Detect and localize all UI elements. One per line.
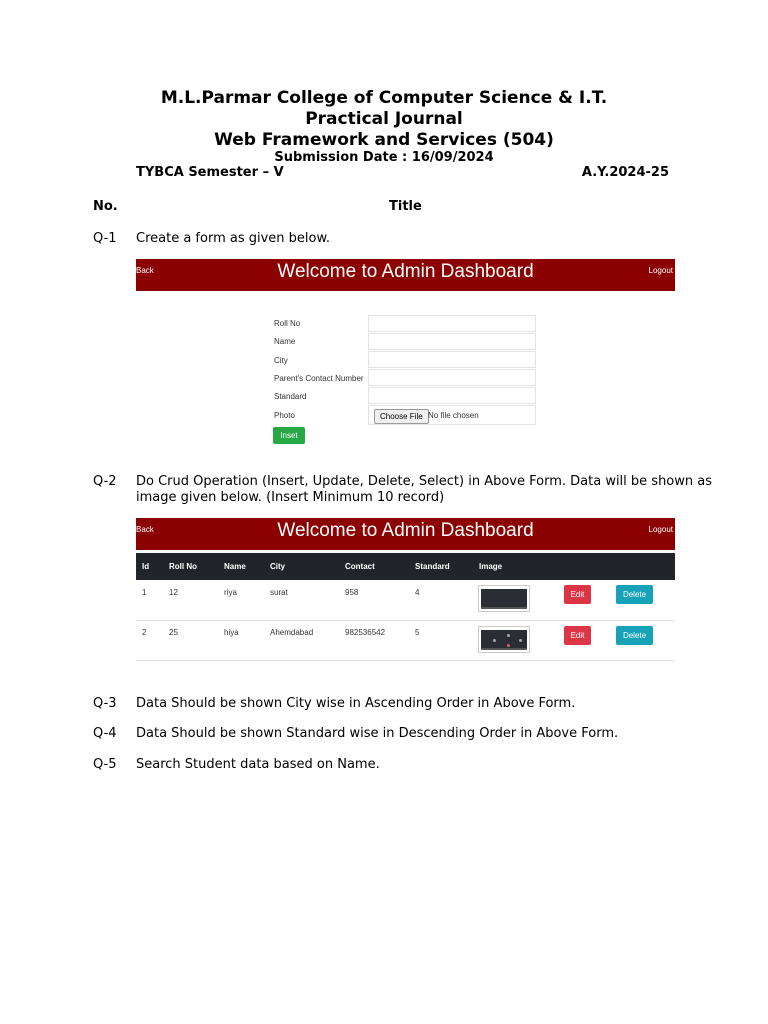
question-text: Data Should be shown City wise in Ascending Order in Above Form. — [136, 696, 576, 711]
cell-contact: 958 — [345, 588, 359, 597]
logout-link[interactable]: Logout — [648, 266, 673, 275]
edit-button[interactable]: Edit — [564, 626, 591, 645]
header-id: Id — [142, 562, 150, 571]
choose-file-button[interactable]: Choose File — [374, 409, 429, 424]
label-name: Name — [274, 337, 296, 346]
name-input[interactable] — [368, 333, 536, 350]
back-link[interactable]: Back — [136, 525, 154, 534]
label-roll-no: Roll No — [274, 319, 301, 328]
question-text-line2: image given below. (Insert Minimum 10 record) — [136, 490, 445, 505]
semester: TYBCA Semester – V — [136, 165, 284, 180]
label-parent-contact: Parent's Contact Number — [274, 374, 364, 383]
question-text: Create a form as given below. — [136, 231, 331, 246]
delete-button[interactable]: Delete — [616, 626, 653, 645]
row-divider — [136, 620, 675, 621]
header-name: Name — [224, 562, 246, 571]
label-city: City — [274, 356, 288, 365]
edit-button[interactable]: Edit — [564, 585, 591, 604]
question-text: Data Should be shown Standard wise in Descending Order in Above Form. — [136, 726, 619, 741]
delete-button[interactable]: Delete — [616, 585, 653, 604]
question-number: Q-1 — [93, 231, 117, 246]
back-link[interactable]: Back — [136, 266, 154, 275]
header-image: Image — [479, 562, 503, 571]
table-header — [136, 553, 675, 580]
label-standard: Standard — [274, 392, 307, 401]
cell-standard: 5 — [415, 628, 420, 637]
header-contact: Contact — [345, 562, 375, 571]
academic-year: A.Y.2024-25 — [581, 165, 669, 180]
cell-city: Ahemdabad — [270, 628, 314, 637]
cell-roll: 25 — [169, 628, 178, 637]
journal-title: Practical Journal — [305, 109, 463, 129]
dashboard-banner — [136, 259, 675, 291]
header-city: City — [270, 562, 286, 571]
city-input[interactable] — [368, 351, 536, 368]
header-standard: Standard — [415, 562, 450, 571]
header-roll-no: Roll No — [169, 562, 197, 571]
question-number: Q-3 — [93, 696, 117, 711]
cell-id: 1 — [142, 588, 147, 597]
question-text: Search Student data based on Name. — [136, 757, 380, 772]
insert-button[interactable]: Inset — [273, 427, 305, 444]
question-text-line1: Do Crud Operation (Insert, Update, Delete, Select) in Above Form. Data will be shown as — [136, 474, 713, 489]
question-number: Q-5 — [93, 757, 117, 772]
dashboard-title: Welcome to Admin Dashboard — [277, 261, 534, 282]
form-screenshot — [136, 259, 675, 456]
cell-city: surat — [270, 588, 288, 597]
cell-id: 2 — [142, 628, 147, 637]
standard-input[interactable] — [368, 387, 536, 404]
cell-standard: 4 — [415, 588, 420, 597]
dashboard-title: Welcome to Admin Dashboard — [277, 520, 534, 541]
file-status: No file chosen — [428, 411, 479, 420]
logout-link[interactable]: Logout — [648, 525, 673, 534]
column-no: No. — [93, 199, 118, 214]
photo-thumbnail — [478, 626, 530, 653]
cell-name: riya — [224, 588, 237, 597]
row-divider — [136, 660, 675, 661]
cell-roll: 12 — [169, 588, 178, 597]
label-photo: Photo — [274, 411, 295, 420]
table-screenshot — [136, 518, 675, 683]
cell-contact: 982536542 — [345, 628, 386, 637]
cell-name: hiya — [224, 628, 239, 637]
photo-thumbnail — [478, 585, 530, 612]
dashboard-banner — [136, 518, 675, 550]
question-number: Q-2 — [93, 474, 117, 489]
submission-date: Submission Date : 16/09/2024 — [274, 150, 494, 165]
roll-no-input[interactable] — [368, 315, 536, 332]
column-title: Title — [389, 199, 422, 214]
subject-title: Web Framework and Services (504) — [214, 130, 554, 150]
parent-contact-input[interactable] — [368, 369, 536, 386]
college-name: M.L.Parmar College of Computer Science & I.T. — [160, 88, 608, 108]
question-number: Q-4 — [93, 726, 117, 741]
